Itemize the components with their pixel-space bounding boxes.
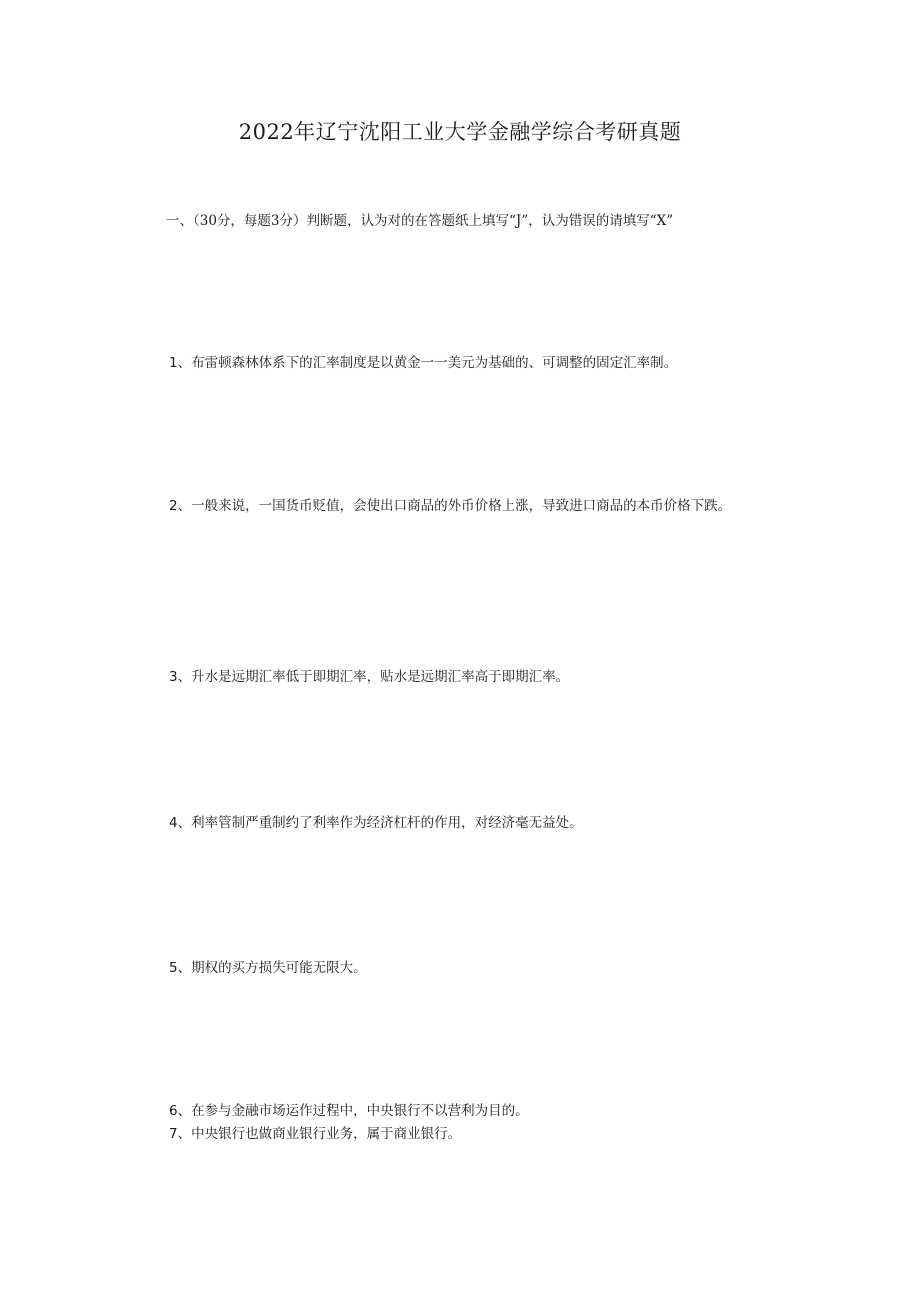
question-7 [169, 1121, 461, 1147]
question-text: 中央银行也做商业银行业务，属于商业银行。 [191, 1126, 462, 1142]
question-number: 3、 [169, 669, 192, 685]
question-number: 2、 [169, 498, 192, 514]
question-text: 期权的买方损失可能无限大。 [191, 960, 367, 976]
question-1 [169, 350, 677, 376]
question-4 [169, 810, 583, 836]
question-text: 利率管制严重制约了利率作为经济杠杆的作用，对经济毫无益处。 [191, 815, 583, 831]
question-2 [138, 493, 786, 519]
question-text: 升水是远期汇率低于即期汇率，贴水是远期汇率高于即期汇率。 [191, 669, 570, 685]
question-number: 1、 [169, 355, 192, 371]
question-text: 在参与金融市场运作过程中，中央银行不以营利为目的。 [191, 1103, 529, 1119]
question-text: 一般来说，一国货币贬值，会使出口商品的外币价格上涨，导致进口商品的本币价格下跌。 [191, 498, 732, 514]
question-5 [169, 955, 367, 981]
question-number: 6、 [169, 1103, 192, 1119]
question-number: 7、 [169, 1126, 192, 1142]
question-text: 布雷顿森林体系下的汇率制度是以黄金一一美元为基础的、可调整的固定汇率制。 [191, 355, 678, 371]
page-title: 2022年辽宁沈阳工业大学金融学综合考研真题 [238, 120, 682, 144]
question-number: 4、 [169, 815, 192, 831]
question-3 [169, 664, 569, 690]
section-heading: 一、（30分，每题3分）判断题，认为对的在答题纸上填写“J”，认为错误的请填写“X” [166, 213, 674, 229]
question-number: 5、 [169, 960, 192, 976]
